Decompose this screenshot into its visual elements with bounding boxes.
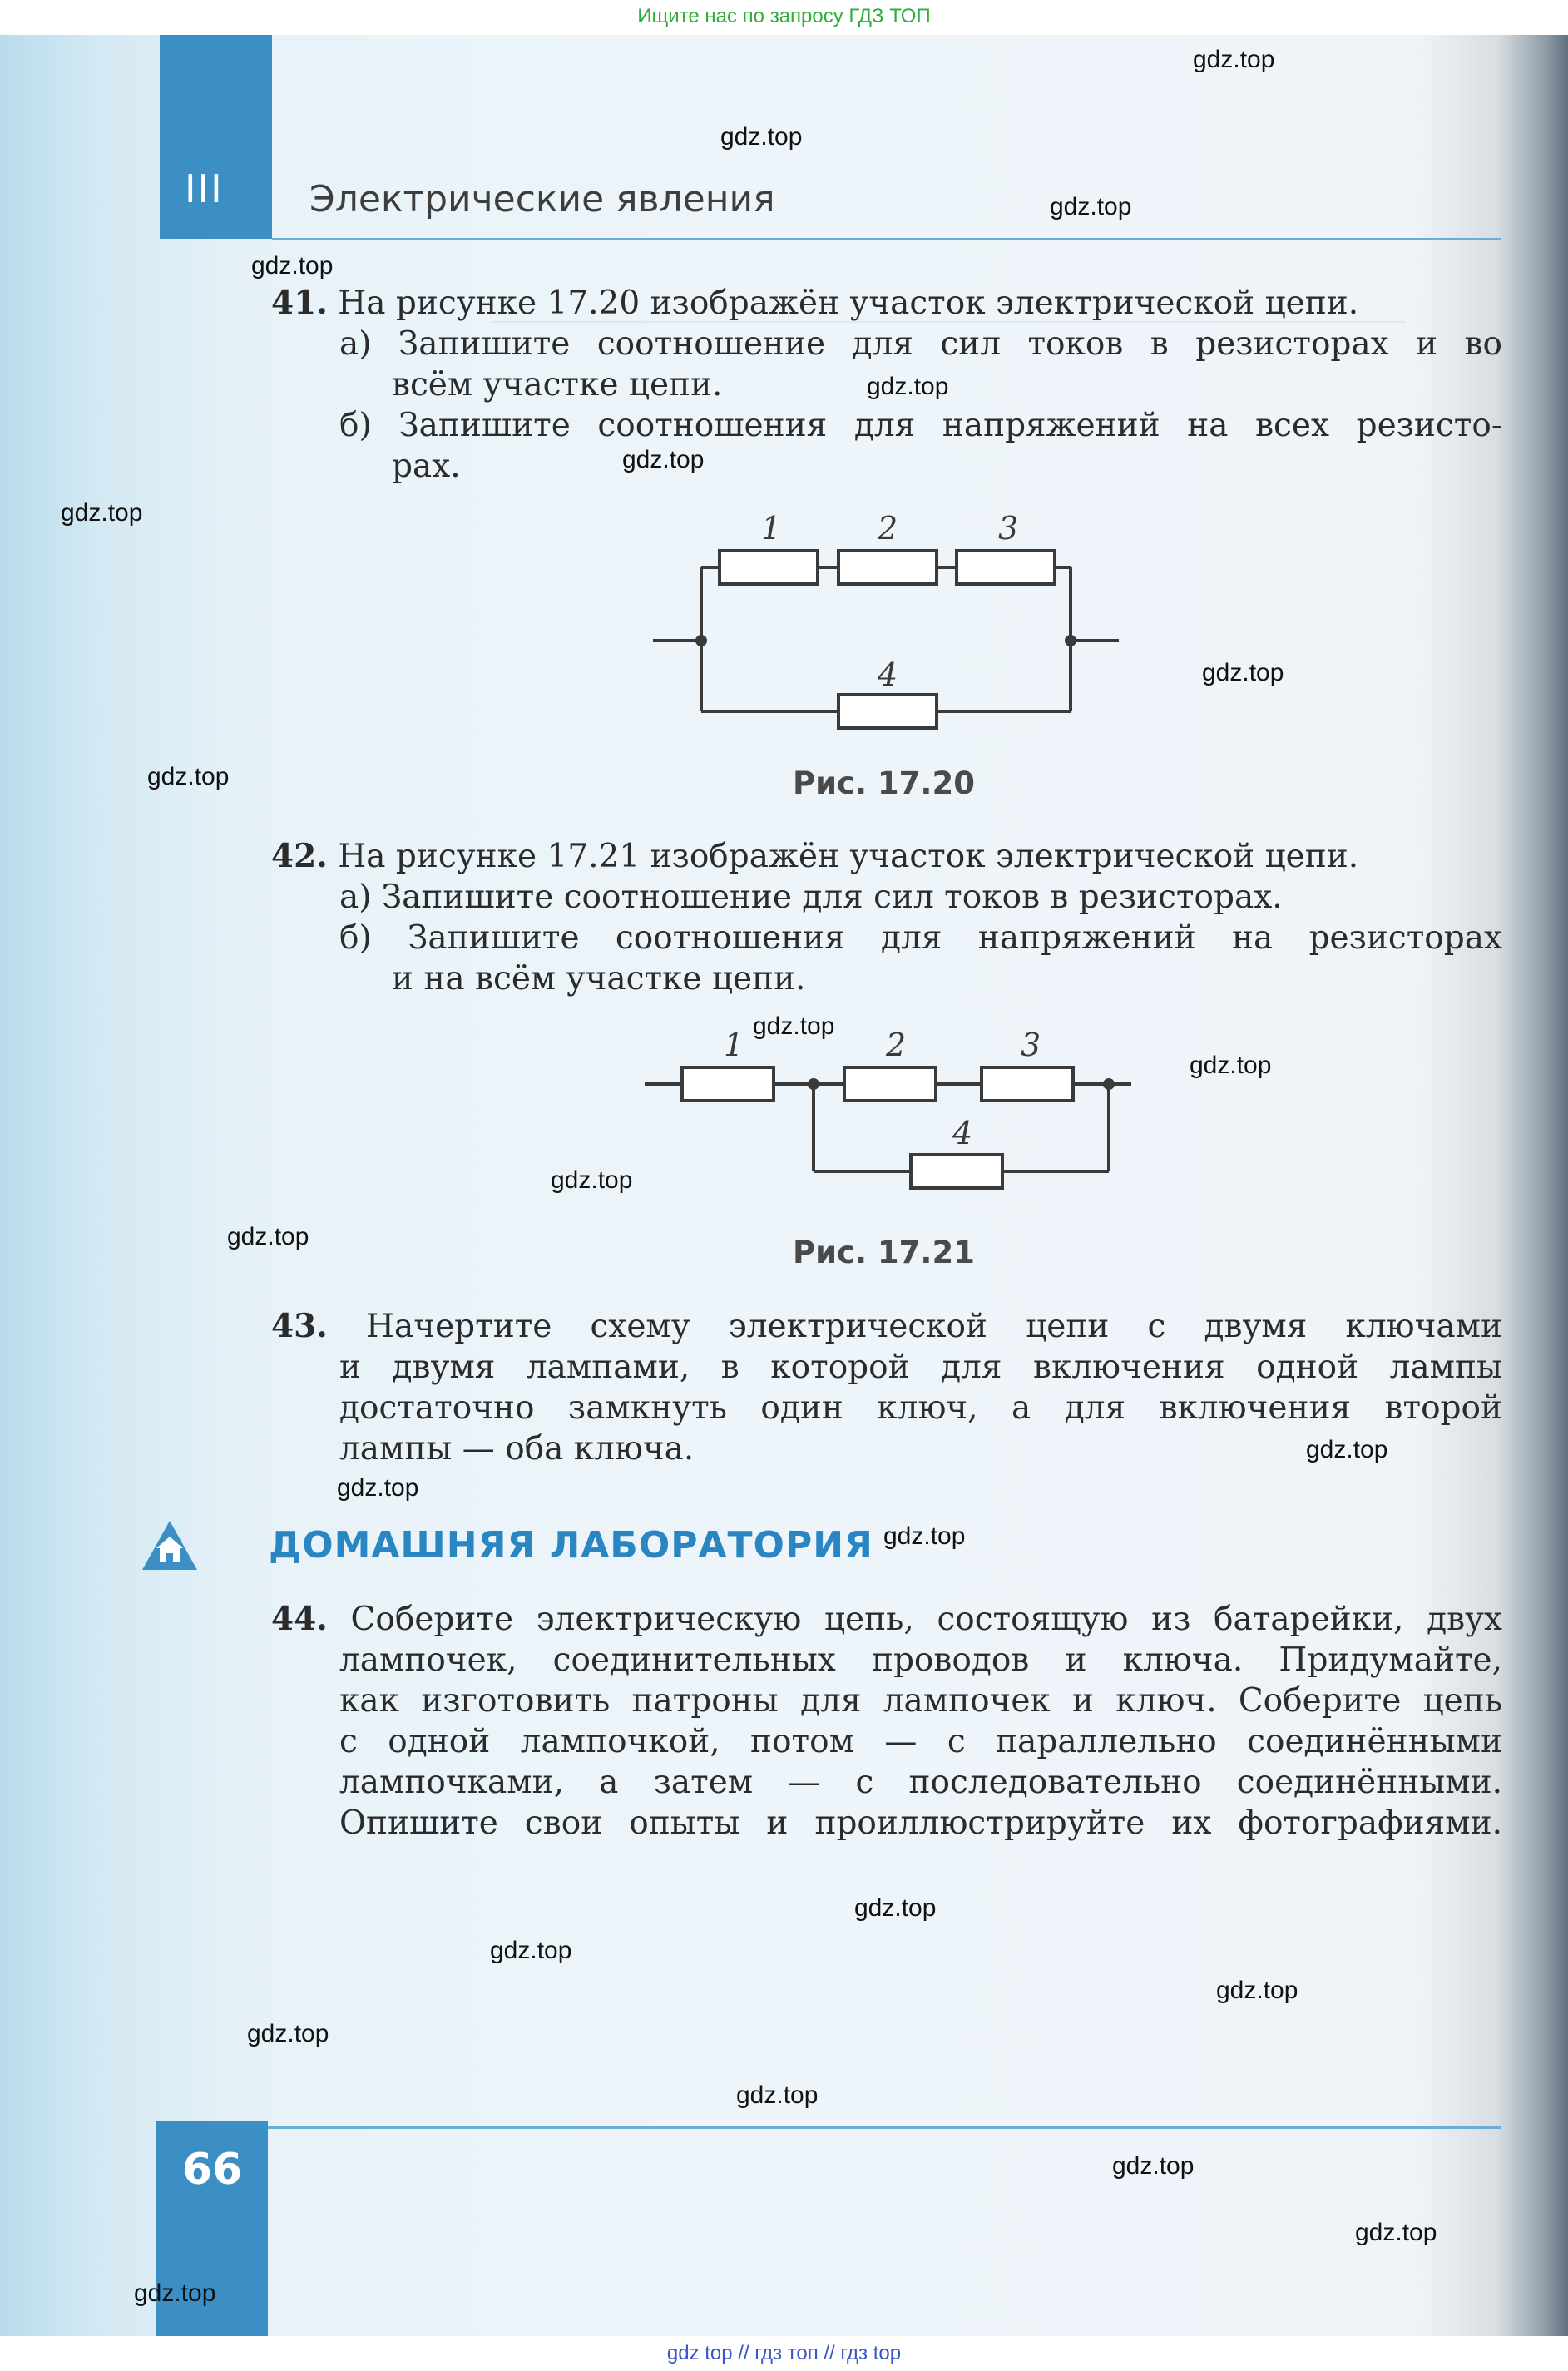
resistor-2 xyxy=(838,551,937,584)
watermark: gdz.top xyxy=(1193,46,1275,73)
resistor-label-2: 2 xyxy=(886,1027,907,1063)
watermark: gdz.top xyxy=(1190,1052,1272,1079)
task-text-line: как изготовить патроны для лампочек и ключ. Соберите цепь xyxy=(339,1682,1502,1720)
figure-caption: Рис. 17.20 xyxy=(793,765,975,801)
resistor-2 xyxy=(844,1067,936,1101)
watermark: gdz.top xyxy=(867,373,949,400)
watermark: gdz.top xyxy=(61,499,143,527)
watermark: gdz.top xyxy=(247,2020,329,2047)
watermark: gdz.top xyxy=(720,123,803,151)
task-text-line: и на всём участке цепи. xyxy=(392,960,806,997)
watermark: gdz.top xyxy=(622,446,705,473)
watermark: gdz.top xyxy=(490,1937,572,1964)
resistor-label-1: 1 xyxy=(724,1027,744,1063)
task-text-line: На рисунке 17.21 изображён участок электрической цепи. xyxy=(338,838,1359,875)
task-text-line: рах. xyxy=(392,448,461,485)
task-text-line: Начертите схему электрической цепи с двумя ключами xyxy=(366,1308,1502,1345)
bottom-banner[interactable]: gdz top // гдз топ // гдз top xyxy=(0,2336,1568,2371)
task-text-line: Соберите электрическую цепь, состоящую из батарейки, двух xyxy=(350,1601,1502,1638)
task-text-line: лампочками, а затем — с последовательно соединёнными. xyxy=(339,1764,1502,1801)
resistor-3 xyxy=(982,1067,1073,1101)
task-text-line: и двумя лампами, в которой для включения одной лампы xyxy=(339,1349,1502,1386)
top-banner[interactable]: Ищите нас по запросу ГДЗ ТОП xyxy=(0,0,1568,35)
watermark: gdz.top xyxy=(1216,1977,1298,2004)
task-text-line: достаточно замкнуть один ключ, а для включения второй xyxy=(339,1389,1502,1427)
resistor-4 xyxy=(838,695,937,728)
header-divider xyxy=(272,238,1501,240)
watermark: gdz.top xyxy=(736,2081,819,2109)
resistor-4 xyxy=(911,1155,1002,1188)
chapter-number: III xyxy=(185,166,224,211)
circuit-figure-17-20 xyxy=(649,499,1131,749)
home-lab-title: ДОМАШНЯЯ ЛАБОРАТОРИЯ xyxy=(269,1524,873,1567)
home-lab-icon xyxy=(140,1518,200,1573)
task-text-line: а) Запишите соотношение для сил токов в резисторах. xyxy=(339,879,1283,916)
watermark: gdz.top xyxy=(1112,2152,1195,2180)
task-number: 43. xyxy=(271,1307,328,1345)
watermark: gdz.top xyxy=(1306,1436,1388,1463)
chapter-title: Электрические явления xyxy=(309,178,775,220)
task-text-line: Опишите свои опыты и проиллюстрируйте их фотографиями. xyxy=(339,1804,1502,1842)
task-number: 42. xyxy=(271,837,328,875)
resistor-3 xyxy=(957,551,1055,584)
resistor-label-4: 4 xyxy=(952,1115,973,1151)
resistor-label-3: 3 xyxy=(998,510,1019,547)
resistor-label-1: 1 xyxy=(761,510,782,547)
task-text-line: б) Запишите соотношения для напряжений на всех резисто- xyxy=(339,407,1502,444)
watermark: gdz.top xyxy=(147,763,230,790)
task-44 xyxy=(271,1599,1502,1849)
task-text-line: с одной лампочкой, потом — с параллельно соединёнными xyxy=(339,1723,1502,1760)
task-text-line: б) Запишите соотношения для напряжений на резисторах xyxy=(339,919,1502,957)
page-number: 66 xyxy=(182,2145,243,2195)
task-42 xyxy=(271,836,1502,1002)
watermark: gdz.top xyxy=(551,1166,633,1194)
task-text-line: На рисунке 17.20 изображён участок электрической цепи. xyxy=(338,285,1359,322)
watermark: gdz.top xyxy=(134,2279,216,2307)
footer-divider xyxy=(268,2126,1501,2129)
watermark: gdz.top xyxy=(1050,193,1132,220)
watermark: gdz.top xyxy=(753,1012,835,1040)
task-text-line: лампы — оба ключа. xyxy=(339,1430,695,1468)
resistor-label-4: 4 xyxy=(878,656,898,693)
figure-caption: Рис. 17.21 xyxy=(793,1235,975,1270)
watermark: gdz.top xyxy=(337,1474,419,1502)
watermark: gdz.top xyxy=(883,1522,966,1550)
resistor-1 xyxy=(720,551,818,584)
resistor-label-2: 2 xyxy=(878,510,898,547)
task-text-line: лампочек, соединительных проводов и ключа. Придумайте, xyxy=(339,1641,1502,1679)
task-text-line: всём участке цепи. xyxy=(392,366,723,403)
resistor-label-3: 3 xyxy=(1021,1027,1041,1063)
task-number: 41. xyxy=(271,284,328,322)
watermark: gdz.top xyxy=(227,1223,309,1250)
watermark: gdz.top xyxy=(854,1894,937,1922)
resistor-1 xyxy=(682,1067,774,1101)
watermark: gdz.top xyxy=(1355,2219,1437,2246)
task-text-line: а) Запишите соотношение для сил токов в резисторах и во xyxy=(339,325,1502,363)
watermark: gdz.top xyxy=(251,252,334,280)
circuit-figure-17-21 xyxy=(641,1019,1140,1190)
watermark: gdz.top xyxy=(1202,659,1284,686)
task-number: 44. xyxy=(271,1600,328,1638)
